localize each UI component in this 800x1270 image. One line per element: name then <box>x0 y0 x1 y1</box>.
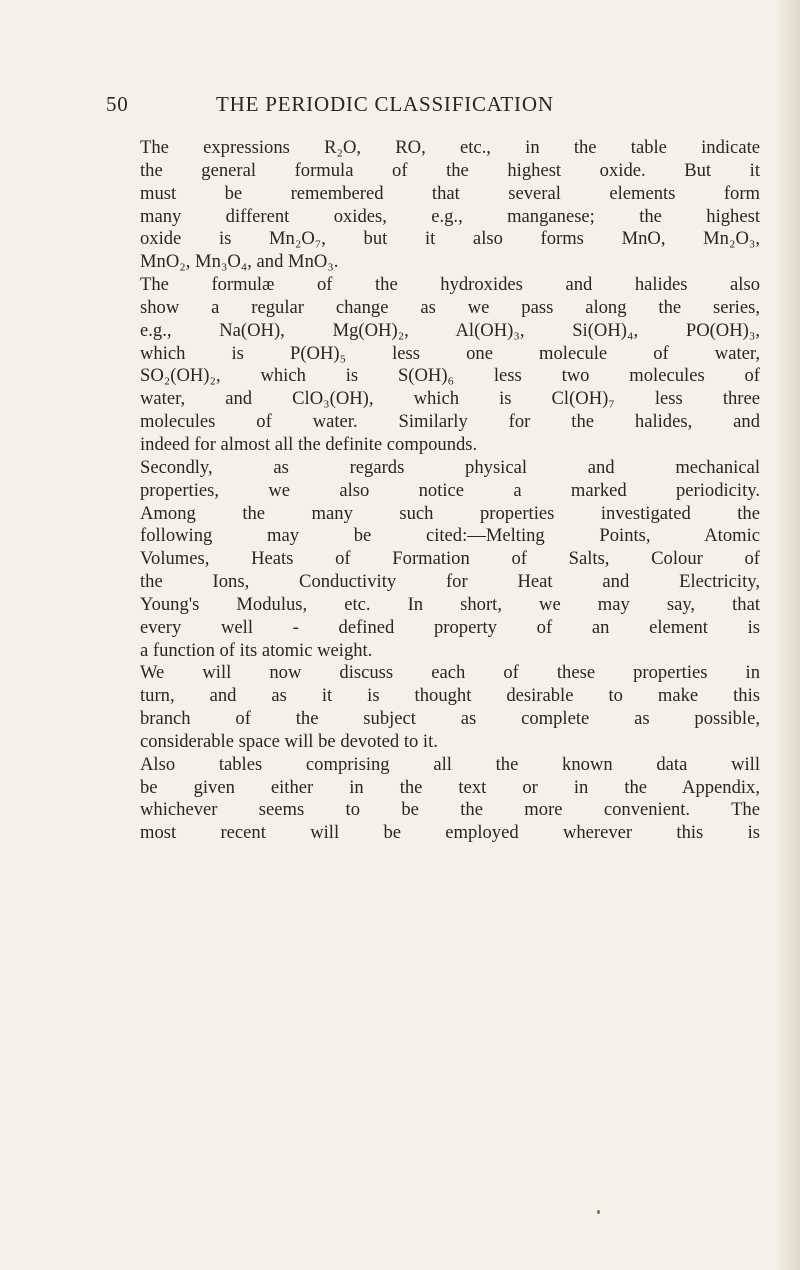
text-line: Secondly, as regards physical and mechanical <box>140 456 760 478</box>
text-line: considerable space will be devoted to it. <box>140 730 438 752</box>
text-line: the general formula of the highest oxide. But it <box>140 159 760 181</box>
text-line: a function of its atomic weight. <box>140 639 373 661</box>
text-line: The formulæ of the hydroxides and halides also <box>140 274 760 296</box>
text-line: properties, we also notice a marked periodicity. <box>140 479 760 501</box>
text-line: Also tables comprising all the known data will <box>140 753 760 775</box>
text-line: SO₂(OH)₂, which is S(OH)₆ less two molecules of <box>140 365 760 387</box>
running-title: THE PERIODIC CLASSIFICATION <box>216 92 554 116</box>
text-line: the Ions, Conductivity for Heat and Electricity, <box>140 571 760 593</box>
running-header <box>106 92 706 132</box>
text-line: branch of the subject as complete as possible, <box>140 708 760 730</box>
text-line: MnO₂, Mn₃O₄, and MnO₃. <box>140 251 339 273</box>
text-line: e.g., Na(OH), Mg(OH)₂, Al(OH)₃, Si(OH)₄, PO(OH)₃, <box>140 319 760 341</box>
text-line: Volumes, Heats of Formation of Salts, Colour of <box>140 548 760 570</box>
text-line: following may be cited:—Melting Points, Atomic <box>140 525 760 547</box>
text-line: Young's Modulus, etc. In short, we may say, that <box>140 593 760 615</box>
text-line: show a regular change as we pass along the series, <box>140 296 760 318</box>
text-line: indeed for almost all the definite compounds. <box>140 433 478 455</box>
text-line: many different oxides, e.g., manganese; the highest <box>140 205 760 227</box>
text-line: whichever seems to be the more convenient. The <box>140 799 760 821</box>
text-line: which is P(OH)₅ less one molecule of water, <box>140 342 760 364</box>
text-line: Among the many such properties investigated the <box>140 502 760 524</box>
text-line: oxide is Mn₂O₇, but it also forms MnO, Mn₂O₃, <box>140 228 760 250</box>
text-line: turn, and as it is thought desirable to make this <box>140 685 760 707</box>
text-line: molecules of water. Similarly for the halides, and <box>140 411 760 433</box>
body-text <box>140 137 760 845</box>
text-line: most recent will be employed wherever this is <box>140 822 760 844</box>
print-speck <box>597 1210 600 1214</box>
page-number: 50 <box>106 92 129 116</box>
text-line: The expressions R₂O, RO, etc., in the table indicate <box>140 137 760 158</box>
text-line: every well - defined property of an element is <box>140 616 760 638</box>
page-edge-shadow <box>776 0 800 1270</box>
text-line: We will now discuss each of these properties in <box>140 662 760 684</box>
text-line: water, and ClO₃(OH), which is Cl(OH)₇ less three <box>140 388 760 410</box>
text-line: be given either in the text or in the Appendix, <box>140 776 760 798</box>
text-line: must be remembered that several elements form <box>140 182 760 204</box>
